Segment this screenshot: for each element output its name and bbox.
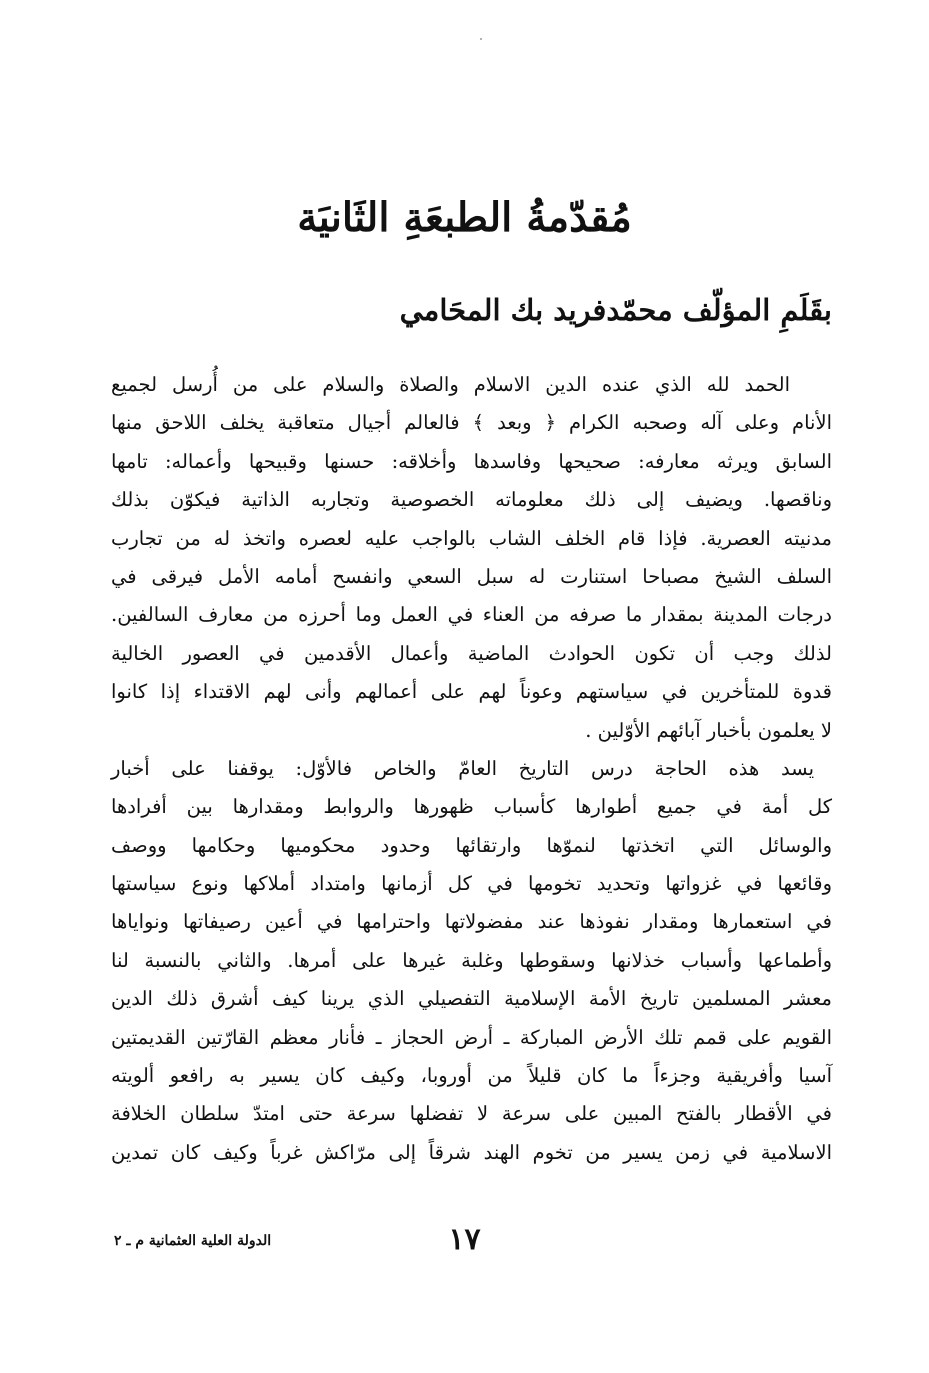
scan-speck xyxy=(480,38,482,40)
text-line: لذلك وجب أن تكون الحوادث الماضية وأعمال الأقدمين في العصور الخالية xyxy=(111,641,832,665)
running-footer-label: الدولة العلية العثمانية م ـ ٢ xyxy=(114,1233,272,1249)
text-line: والوسائل التي اتخذتها لنموّها وارتقائها وحدود محكوميها وحكامها ووصف xyxy=(111,833,832,857)
text-line: قدوة للمتأخرين في سياستهم وعوناً لهم على أعمالهم وأنى لهم الاقتداء إذا كانوا xyxy=(111,680,832,704)
text-line: الأنام وعلى آله وصحبه الكرام ﴿ وبعد ﴾ فالعالم أجيال متعاقبة يخلف اللاحق منها xyxy=(111,411,832,435)
page-footer xyxy=(0,1222,929,1262)
text-line: آسيا وأفريقية وجزءاً ما كان قليلاً من أوروبا، وكيف كان يسير به رافعو ألويته xyxy=(111,1064,832,1088)
text-line: وناقصها. ويضيف إلى ذلك معلوماته الخصوصية وتجاربه الذاتية فيكوّن بذلك xyxy=(111,488,832,512)
text-line: وأطماعها وأسباب خذلانها وسقوطها وغلبة غيرها على أمرها. والثاني بالنسبة لنا xyxy=(111,948,832,972)
text-line: في استعمارها ومقدار نفوذها عند مفضولاتها واحترامها في أعين رصيفاتها ونواياها xyxy=(111,910,832,934)
text-line: في الأقطار بالفتح المبين على سرعة لا تفضلها سرعة حتى امتدّ سلطان الخلافة xyxy=(111,1102,832,1126)
page-number: ١٧ xyxy=(448,1222,481,1257)
text-line: الحمد لله الذي عنده الدين الاسلام والصلاة والسلام على من أُرسل لجميع xyxy=(111,373,790,396)
body-text xyxy=(111,366,832,1172)
text-line: القويم على قمم تلك الأرض المباركة ـ أرض الحجاز ـ فأنار معظم القارّتين القديمتين xyxy=(111,1025,832,1049)
author-byline: بقَلَمِ المؤلّف محمّدفريد بك المحَامي xyxy=(399,293,832,327)
text-line: الاسلامية في زمن يسير من تخوم الهند شرقاً إلى مرّاكش غرباً وكيف كان تمدين xyxy=(111,1140,832,1164)
text-line: السلف الشيخ مصباحا استنارت له سبل السعي وانفسح أمامه الأمل فيرقى في xyxy=(111,564,832,588)
text-line: السابق ويرثه معارفه: صحيحها وفاسدها وأخلاقه: حسنها وقبيحها وأعماله: تامها xyxy=(111,449,832,473)
text-line: وقائعها في غزواتها وتحديد تخومها في كل أزمانها وامتداد أملاكها ونوع سياستها xyxy=(111,872,832,896)
section-title: مُقدّمةُ الطبعَةِ الثَانيَة xyxy=(297,194,632,241)
text-line: معشر المسلمين تاريخ الأمة الإسلامية التفصيلي الذي يرينا كيف أشرق ذلك الدين xyxy=(111,987,832,1011)
text-line: لا يعلمون بأخبار آبائهم الأوّلين . xyxy=(585,718,832,742)
text-line: درجات المدينة بمقدار ما صرفه من العناء في العمل وما أحرزه من معارف السالفين. xyxy=(111,603,832,627)
text-line: كل أمة في جميع أطوارها كأسباب ظهورها والروابط ومقدارها بين أفرادها xyxy=(111,795,832,819)
text-line: يسد هذه الحاجة درس التاريخ العامّ والخاص فالأوّل: يوقفنا على أخبار xyxy=(111,756,814,780)
text-line: مدنيته العصرية. فإذا قام الخلف الشاب بالواجب عليه لعصره واتخذ له من تجارب xyxy=(111,526,832,550)
